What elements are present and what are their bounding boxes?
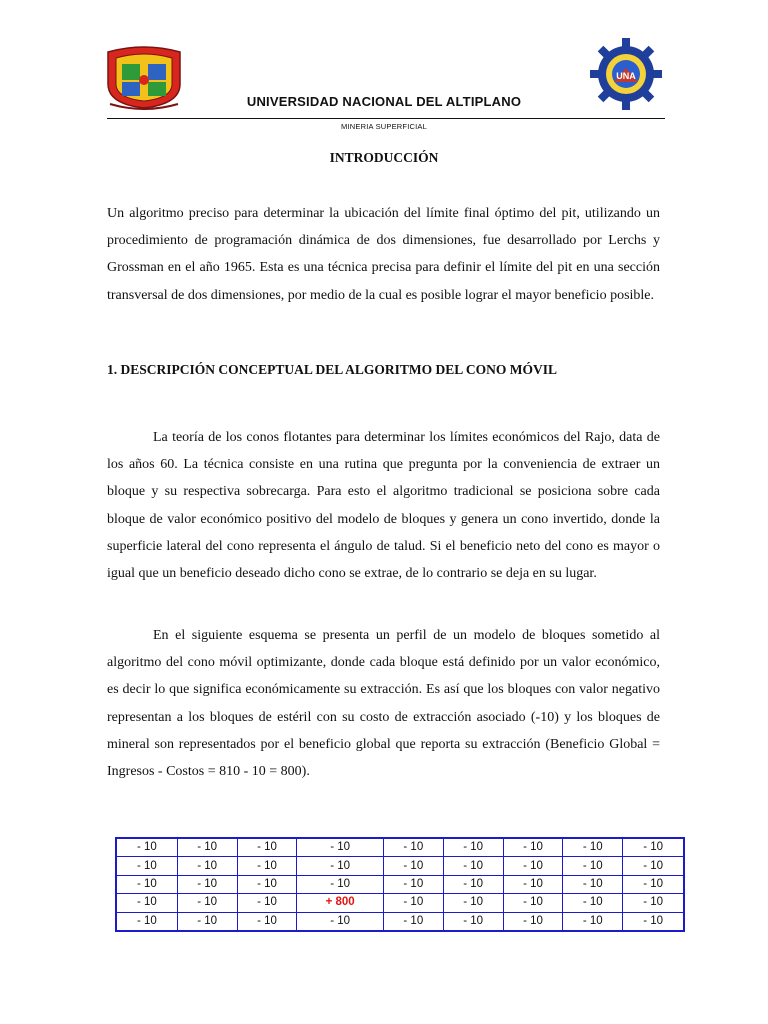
- block-cell: - 10: [116, 894, 177, 912]
- block-cell: - 10: [503, 894, 563, 912]
- section-heading: 1. DESCRIPCIÓN CONCEPTUAL DEL ALGORITMO DEL CONO MÓVIL: [107, 362, 558, 377]
- table-row: [116, 894, 684, 912]
- block-cell: - 10: [116, 912, 177, 931]
- block-cell: - 10: [177, 857, 237, 875]
- block-cell: - 10: [116, 875, 177, 893]
- block-cell: - 10: [297, 912, 383, 931]
- ore-block-cell: + 800: [297, 894, 383, 912]
- block-cell: - 10: [237, 894, 297, 912]
- block-cell: - 10: [177, 894, 237, 912]
- block-cell: - 10: [297, 857, 383, 875]
- table-row: [116, 857, 684, 875]
- block-cell: - 10: [623, 838, 684, 857]
- block-cell: - 10: [177, 875, 237, 893]
- block-cell: - 10: [623, 912, 684, 931]
- block-cell: - 10: [383, 894, 443, 912]
- block-cell: - 10: [623, 857, 684, 875]
- block-cell: - 10: [237, 857, 297, 875]
- block-cell: - 10: [177, 838, 237, 857]
- block-cell: - 10: [623, 875, 684, 893]
- section-paragraph-2: En el siguiente esquema se presenta un perfil de un modelo de bloques sometido al algoritmo del cono móvil optimizante, donde cada bloque está definido por un valor económico, es decir lo que significa económicamente su extracción. Es así que los bloques con valor negativo representan a los bloques de estéril con su costo de extracción asociado (-10) y los bloques de mineral son representados por el beneficio global que reporta su extracción (Beneficio Global = Ingresos - Costos = 810 - 10 = 800).: [107, 628, 660, 780]
- block-cell: - 10: [503, 838, 563, 857]
- block-cell: - 10: [563, 857, 623, 875]
- block-cell: - 10: [443, 875, 503, 893]
- block-cell: - 10: [297, 838, 383, 857]
- block-cell: - 10: [443, 912, 503, 931]
- block-cell: - 10: [383, 912, 443, 931]
- header-rule: [107, 118, 665, 119]
- block-model-table: [115, 837, 685, 932]
- block-cell: - 10: [383, 838, 443, 857]
- course-subtitle: MINERIA SUPERFICIAL: [341, 122, 427, 131]
- table-row: [116, 838, 684, 857]
- block-cell: - 10: [237, 912, 297, 931]
- block-cell: - 10: [503, 875, 563, 893]
- block-cell: - 10: [563, 838, 623, 857]
- block-cell: - 10: [503, 912, 563, 931]
- block-cell: - 10: [116, 857, 177, 875]
- university-name: UNIVERSIDAD NACIONAL DEL ALTIPLANO: [246, 94, 522, 109]
- block-cell: - 10: [563, 875, 623, 893]
- block-cell: - 10: [237, 875, 297, 893]
- block-cell: - 10: [297, 875, 383, 893]
- block-cell: - 10: [383, 857, 443, 875]
- introduction-heading: INTRODUCCIÓN: [329, 150, 439, 165]
- block-cell: - 10: [563, 912, 623, 931]
- logo-text: UNA: [616, 71, 636, 81]
- block-cell: - 10: [177, 912, 237, 931]
- block-cell: - 10: [503, 857, 563, 875]
- block-cell: - 10: [563, 894, 623, 912]
- table-row: [116, 912, 684, 931]
- section-paragraph-1: La teoría de los conos flotantes para determinar los límites económicos del Rajo, data de los años 60. La técnica consiste en una rutina que pregunta por la conveniencia de extraer un bloque y su respectiva sobrecarga. Para esto el algoritmo tradicional se posiciona sobre cada bloque de valor económico positivo del modelo de bloques y genera un cono invertido, donde la superficie lateral del cono representa el ángulo de talud. Si el beneficio neto del cono es mayor o igual que un beneficio deseado dicho cono se extrae, de lo contrario se deja en su lugar.: [107, 430, 660, 582]
- block-cell: - 10: [237, 838, 297, 857]
- block-cell: - 10: [443, 857, 503, 875]
- block-cell: - 10: [116, 838, 177, 857]
- block-cell: - 10: [443, 838, 503, 857]
- introduction-paragraph: Un algoritmo preciso para determinar la ubicación del límite final óptimo del pit, utilizando un procedimiento de programación dinámica de dos dimensiones, fue desarrollado por Lerchs y Grossman en el año 1965. Esta es una técnica precisa para definir el límite del pit en una sección transversal de dos dimensiones, por medio de la cual es posible lograr el mayor beneficio posible.: [107, 206, 660, 303]
- block-cell: - 10: [443, 894, 503, 912]
- block-cell: - 10: [383, 875, 443, 893]
- table-row: [116, 875, 684, 893]
- block-cell: - 10: [623, 894, 684, 912]
